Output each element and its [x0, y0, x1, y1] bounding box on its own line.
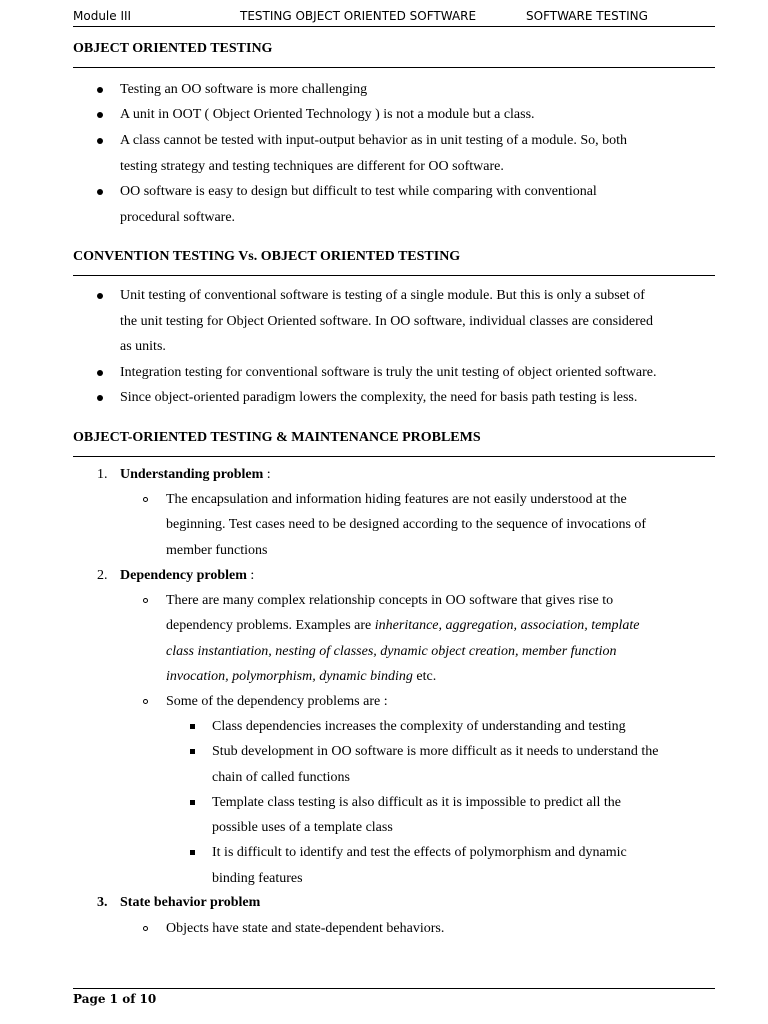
problem-title-suffix: :	[246, 568, 255, 583]
list-item-continuation: testing strategy and testing techniques are different for OO software.	[120, 159, 504, 174]
bullet-circle-icon	[143, 699, 148, 704]
bullet-square-icon	[190, 724, 195, 729]
sub-item-continuation: beginning. Test cases need to be designed according to the sequence of invocations of	[166, 517, 647, 532]
section-heading-oo-testing: OBJECT ORIENTED TESTING	[73, 40, 715, 68]
bullet-dot-icon	[97, 87, 103, 93]
bullet-square-icon	[190, 749, 195, 754]
sub-item-italic-text: invocation, polymorphism, dynamic binding	[166, 669, 413, 684]
bullet-dot-icon	[97, 189, 103, 195]
list-item: Testing an OO software is more challenging	[120, 82, 368, 97]
sub-item: Some of the dependency problems are :	[166, 694, 388, 709]
list-item-continuation: the unit testing for Object Oriented software. In OO software, individual classes are considered	[120, 314, 653, 329]
nested-item-continuation: binding features	[212, 871, 303, 886]
sub-item-continuation: member functions	[166, 543, 268, 558]
list-item-title	[120, 563, 254, 589]
list-item-title	[120, 462, 271, 488]
bullet-dot-icon	[97, 395, 103, 401]
sub-item: Objects have state and state-dependent behaviors.	[166, 921, 445, 936]
list-number: 3.	[97, 895, 108, 910]
bullet-square-icon	[190, 800, 195, 805]
section-heading-maintenance-problems: OBJECT-ORIENTED TESTING & MAINTENANCE PROBLEMS	[73, 429, 715, 457]
sub-item-plain-text: dependency problems. Examples are	[166, 618, 375, 633]
list-item: OO software is easy to design but difficult to test while comparing with conventional	[120, 184, 597, 199]
bullet-square-icon	[190, 850, 195, 855]
sub-item-continuation: class instantiation, nesting of classes, dynamic object creation, member function	[166, 644, 617, 659]
nested-item: Stub development in OO software is more difficult as it needs to understand the	[212, 744, 659, 759]
page-number: Page 1 of 10	[73, 992, 157, 1006]
header-subject: SOFTWARE TESTING	[526, 9, 648, 23]
nested-item-continuation: chain of called functions	[212, 770, 351, 785]
problem-title: State behavior problem	[120, 895, 261, 910]
running-header	[73, 8, 715, 27]
problem-title: Understanding problem	[120, 467, 264, 482]
nested-item: It is difficult to identify and test the effects of polymorphism and dynamic	[212, 845, 627, 860]
nested-item: Class dependencies increases the complexity of understanding and testing	[212, 719, 626, 734]
sub-item: There are many complex relationship concepts in OO software that gives rise to	[166, 593, 614, 608]
sub-item-plain-text: etc.	[412, 669, 437, 684]
page-footer	[73, 988, 715, 1007]
problem-title: Dependency problem	[120, 568, 247, 583]
sub-item-italic-text: inheritance, aggregation, association, template	[374, 618, 640, 633]
list-item-continuation: as units.	[120, 339, 166, 354]
bullet-dot-icon	[97, 293, 103, 299]
bullet-circle-icon	[143, 926, 148, 931]
sub-item: The encapsulation and information hiding features are not easily understood at the	[166, 492, 627, 507]
section-heading-convention-vs-oo: CONVENTION TESTING Vs. OBJECT ORIENTED TESTING	[73, 248, 715, 276]
nested-item: Template class testing is also difficult as it is impossible to predict all the	[212, 795, 621, 810]
list-item: Integration testing for conventional software is truly the unit testing of object oriented software.	[120, 365, 657, 380]
bullet-dot-icon	[97, 138, 103, 144]
list-number: 2.	[97, 568, 108, 583]
list-item-continuation: procedural software.	[120, 210, 236, 225]
list-item: Unit testing of conventional software is testing of a single module. But this is only a subset of	[120, 288, 645, 303]
bullet-circle-icon	[143, 497, 148, 502]
header-topic: TESTING OBJECT ORIENTED SOFTWARE	[240, 9, 477, 23]
nested-item-continuation: possible uses of a template class	[212, 820, 393, 835]
list-item: A unit in OOT ( Object Oriented Technology ) is not a module but a class.	[120, 107, 535, 122]
bullet-dot-icon	[97, 370, 103, 376]
list-item: A class cannot be tested with input-output behavior as in unit testing of a module. So, both	[120, 133, 628, 148]
list-number: 1.	[97, 467, 108, 482]
bullet-dot-icon	[97, 112, 103, 118]
sub-item-continuation	[166, 613, 639, 639]
problem-title-suffix: :	[263, 467, 271, 482]
header-module: Module III	[73, 9, 132, 23]
list-item: Since object-oriented paradigm lowers the complexity, the need for basis path testing is less.	[120, 390, 638, 405]
bullet-circle-icon	[143, 598, 148, 603]
sub-item-continuation	[166, 664, 436, 690]
